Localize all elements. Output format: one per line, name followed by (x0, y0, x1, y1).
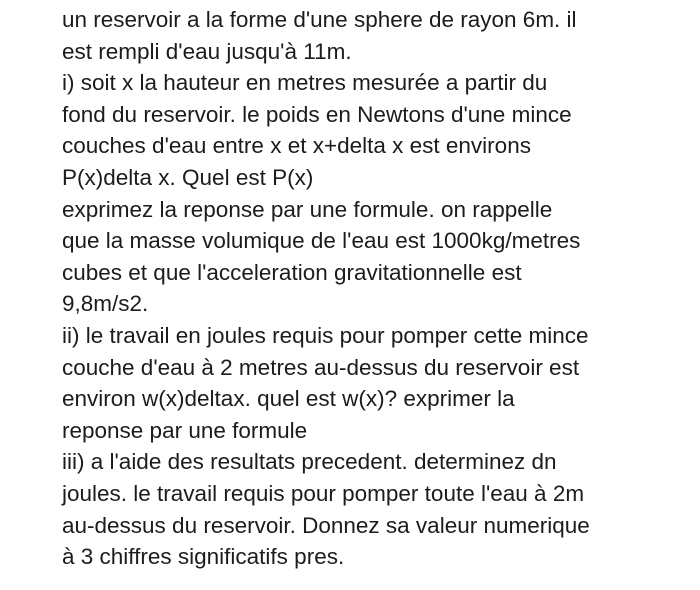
text-line: couche d'eau à 2 metres au-dessus du reservoir est (62, 354, 580, 380)
text-line: cubes et que l'acceleration gravitationnelle est (62, 259, 522, 285)
text-line: au-dessus du reservoir. Donnez sa valeur numerique (62, 512, 590, 538)
text-line: que la masse volumique de l'eau est 1000kg/metres (62, 228, 581, 254)
text-line: i) soit x la hauteur en metres mesurée a partir du (62, 70, 548, 96)
text-line: P(x)delta x. Quel est P(x) (62, 164, 314, 190)
text-line: ii) le travail en joules requis pour pomper cette mince (62, 322, 589, 348)
text-line: environ w(x)deltax. quel est w(x)? exprimer la (62, 386, 515, 412)
text-line: fond du reservoir. le poids en Newtons d'une mince (62, 101, 572, 127)
text-line: un reservoir a la forme d'une sphere de rayon 6m. il (62, 7, 577, 32)
text-line: joules. le travail requis pour pomper toute l'eau à 2m (62, 480, 585, 506)
text-line: reponse par une formule (62, 417, 308, 443)
text-line: iii) a l'aide des resultats precedent. determinez dn (62, 449, 557, 475)
text-line: est rempli d'eau jusqu'à 11m. (62, 38, 352, 64)
text-line: 9,8m/s2. (62, 291, 149, 317)
text-line: à 3 chiffres significatifs pres. (62, 544, 345, 570)
text-line: couches d'eau entre x et x+delta x est environs (62, 133, 531, 159)
text-line: exprimez la reponse par une formule. on rappelle (62, 196, 553, 222)
